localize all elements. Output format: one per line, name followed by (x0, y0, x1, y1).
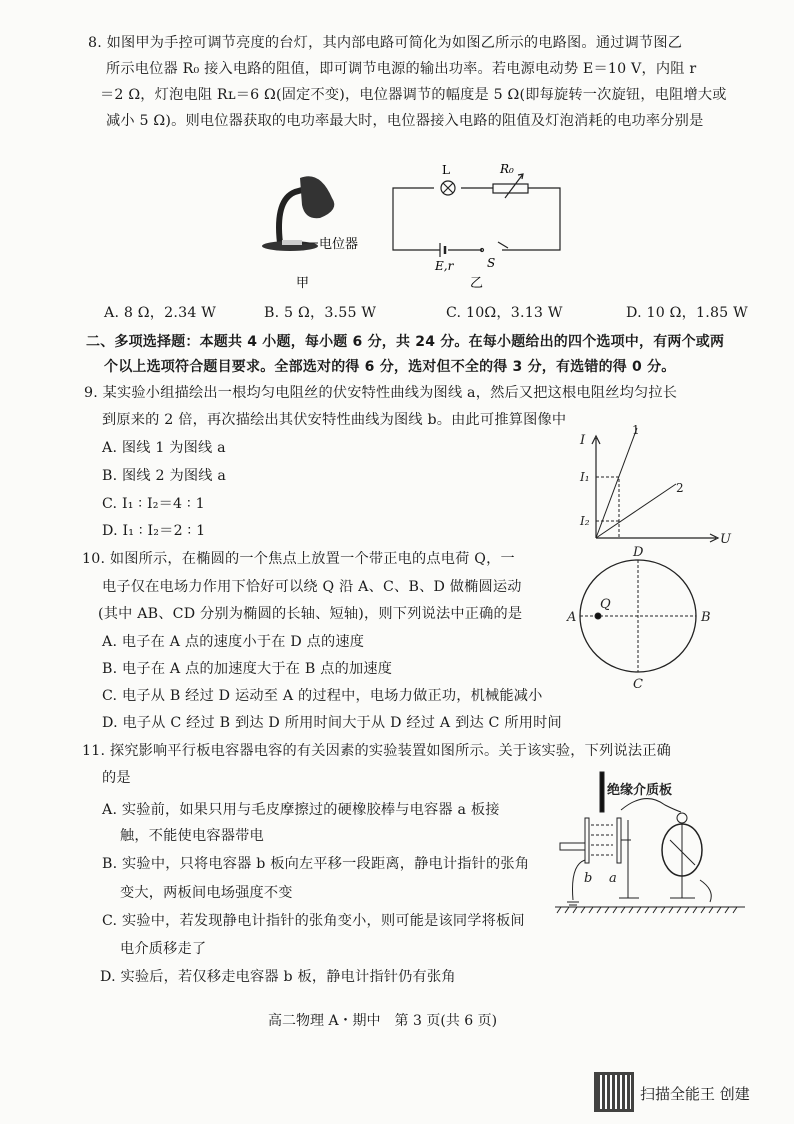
ellipse-figure (540, 540, 740, 690)
q11-stem-line: 的是 (102, 770, 131, 786)
page-footer: 高二物理 A・期中 第 3 页(共 6 页) (268, 1013, 498, 1029)
q10-stem-line: 电子仅在电场力作用下恰好可以绕 Q 沿 A、C、B、D 做椭圆运动 (102, 579, 522, 595)
q11-option-b: B. 实验中，只将电容器 b 板向左平移一段距离，静电计指针的张角 (102, 856, 530, 872)
point-d-label: D (633, 545, 644, 560)
source-label: E,r (435, 259, 454, 273)
capacitor-apparatus-figure (555, 770, 785, 920)
q8-stem-line: ＝2 Ω，灯泡电阻 Rʟ＝6 Ω(固定不变)，电位器调节的幅度是 5 Ω(即每旋转一次旋钮，电阻增大或 (100, 87, 727, 103)
line-2-label: 2 (676, 481, 684, 495)
q8-stem-line: 所示电位器 R₀ 接入电路的阻值，即可调节电源的输出功率。若电源电动势 E＝10 V，内阻 r (106, 61, 697, 77)
q10-stem-line: 10. 如图所示，在椭圆的一个焦点上放置一个带正电的点电荷 Q，一 (82, 551, 515, 567)
caption-yi: 乙 (470, 276, 484, 291)
line-2 (596, 484, 676, 538)
section-2-heading: 个以上选项符合题目要求。全部选对的得 6 分，选对但不全的得 3 分，有选错的得 0 分。 (104, 359, 676, 375)
q9-stem-line: 到原来的 2 倍，再次描绘出其伏安特性曲线为图线 b。由此可推算图像中 (102, 412, 567, 428)
plate-b-label: b (584, 871, 593, 886)
line-1-label: 1 (632, 423, 640, 437)
r0-label: R₀ (500, 162, 514, 176)
q10-option-c: C. 电子从 B 经过 D 运动至 A 的过程中，电场力做正功，机械能减小 (102, 688, 543, 704)
q8-figure (250, 160, 570, 295)
q8-stem-line: 8. 如图甲为手控可调节亮度的台灯，其内部电路可简化为如图乙所示的电路图。通过调节图乙 (88, 35, 683, 51)
q9-option-a: A. 图线 1 为图线 a (102, 440, 226, 456)
point-a-label: A (567, 610, 577, 625)
q8-option-c: C. 10Ω，3.13 W (446, 305, 563, 321)
scanner-watermark: 扫描全能王 创建 (640, 1085, 750, 1103)
i1-label: I₁ (580, 470, 590, 484)
point-b-label: B (701, 610, 711, 625)
q11-option-b-cont: 变大，两板间电场强度不变 (120, 885, 293, 901)
q10-stem-line: (其中 AB、CD 分别为椭圆的长轴、短轴)，则下列说法中正确的是 (98, 606, 523, 622)
iu-graph (570, 423, 740, 547)
q11-option-d: D. 实验后，若仅移走电容器 b 板，静电计指针仍有张角 (100, 969, 456, 985)
q9-stem-line: 9. 某实验小组描绘出一根均匀电阻丝的伏安特性曲线为图线 a，然后又把这根电阻丝均匀拉长 (84, 385, 678, 401)
q10-option-a: A. 电子在 A 点的速度小于在 D 点的速度 (102, 634, 365, 650)
i2-label: I₂ (580, 514, 590, 528)
point-c-label: C (633, 677, 643, 692)
plate-a-label: a (609, 871, 617, 886)
i-axis-label: I (580, 433, 586, 448)
q8-option-a: A. 8 Ω，2.34 W (104, 305, 217, 321)
q11-option-c: C. 实验中，若发现静电计指针的张角变小，则可能是该同学将板间 (102, 913, 525, 929)
charge-q-label: Q (600, 597, 611, 612)
q9-option-c: C. I₁ ∶ I₂＝4 ∶ 1 (102, 496, 205, 512)
q10-option-d: D. 电子从 C 经过 B 到达 D 所用时间大于从 D 经过 A 到达 C 所用时间 (102, 715, 562, 731)
lamp-L-label: L (442, 163, 450, 177)
q11-option-c-cont: 电介质移走了 (120, 941, 207, 957)
caption-jia: 甲 (296, 276, 310, 291)
q9-option-d: D. I₁ ∶ I₂＝2 ∶ 1 (102, 523, 206, 539)
switch-label: S (487, 256, 496, 270)
u-axis-label: U (720, 532, 731, 547)
q11-option-a-cont: 触，不能使电容器带电 (120, 828, 264, 844)
q10-option-b: B. 电子在 A 点的加速度大于在 B 点的加速度 (102, 661, 393, 677)
section-2-heading: 二、多项选择题：本题共 4 小题，每小题 6 分，共 24 分。在每小题给出的四个选项中，有两个或两 (86, 334, 725, 350)
q8-option-b: B. 5 Ω，3.55 W (264, 305, 377, 321)
q9-option-b: B. 图线 2 为图线 a (102, 468, 226, 484)
potentiometer-label: 电位器 (319, 237, 359, 252)
qr-code-icon (597, 1075, 631, 1109)
q11-stem-line: 11. 探究影响平行板电容器电容的有关因素的实验装置如图所示。关于该实验，下列说法正确 (82, 743, 671, 759)
q11-option-a: A. 实验前，如果只用与毛皮摩擦过的硬橡胶棒与电容器 a 板接 (102, 802, 500, 818)
dielectric-label: 绝缘介质板 (607, 783, 673, 798)
q8-stem-line: 减小 5 Ω)。则电位器获取的电功率最大时，电位器接入电路的阻值及灯泡消耗的电功率分别是 (106, 113, 704, 129)
circuit-diagram (393, 174, 560, 257)
q8-option-d: D. 10 Ω，1.85 W (626, 305, 748, 321)
